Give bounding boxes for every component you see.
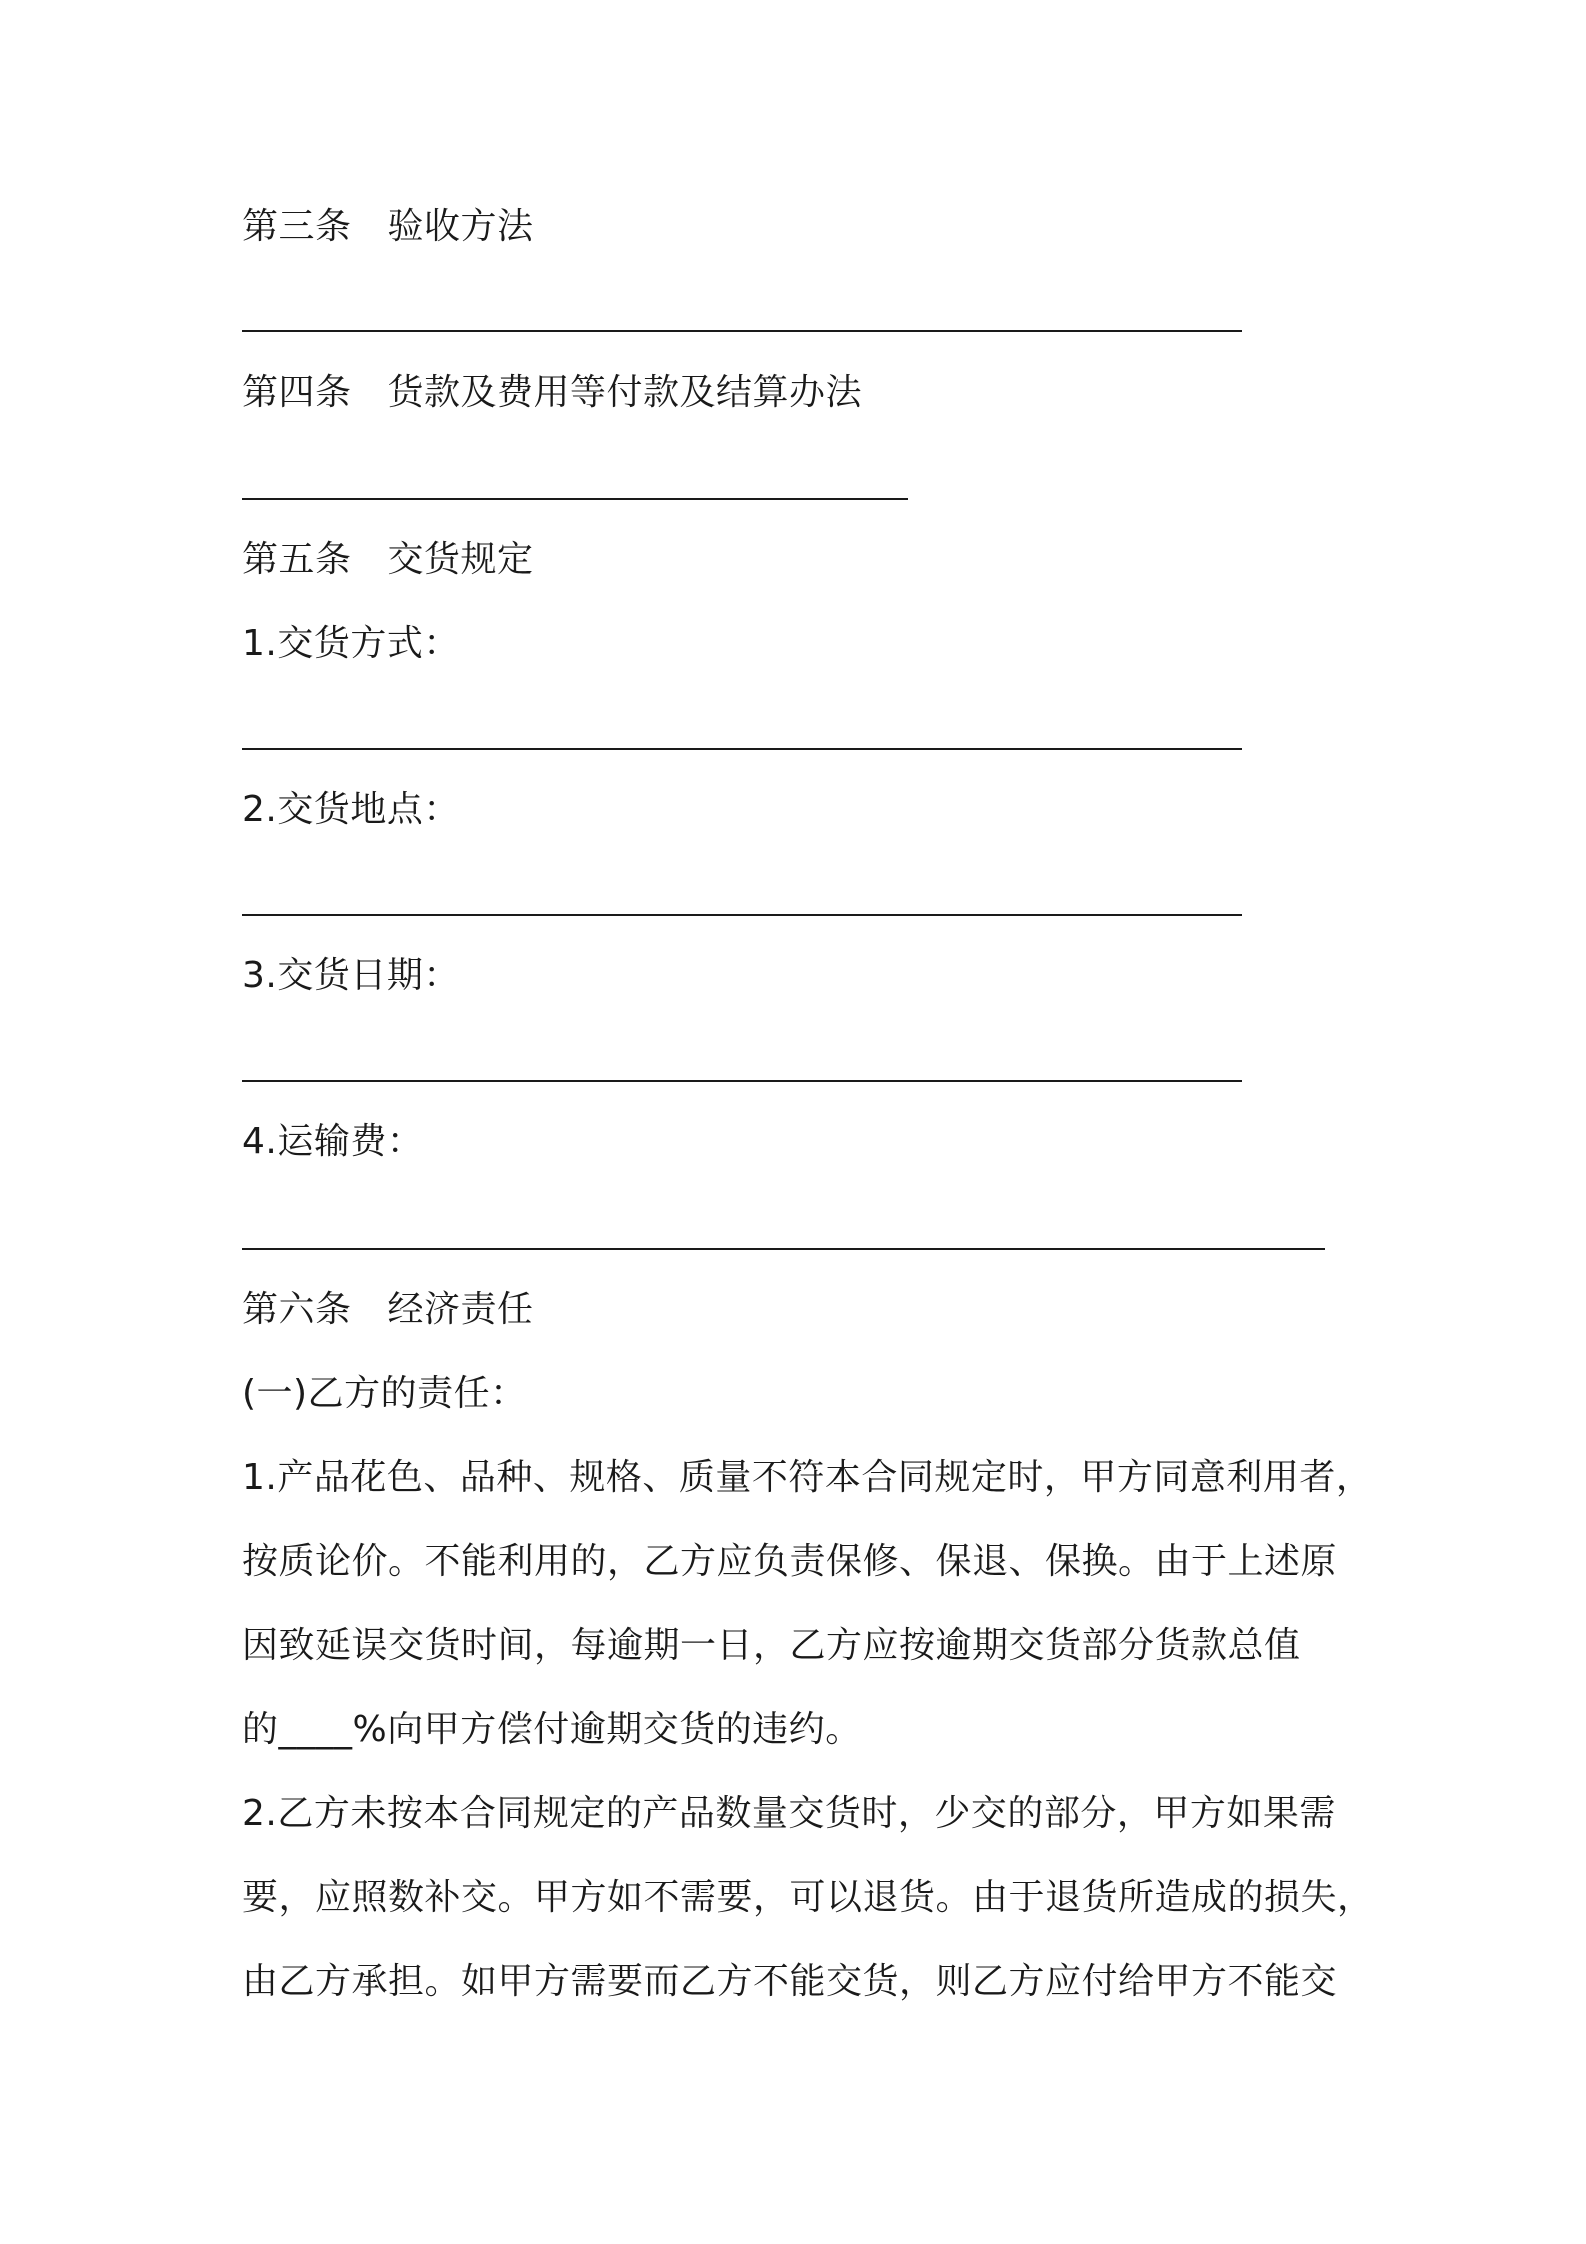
clause-title: 货款及费用等付款及结算办法	[387, 372, 863, 413]
clause-number: 第五条	[242, 539, 352, 580]
delivery-date-fill-line	[242, 1080, 1242, 1082]
clause-number: 第六条	[242, 1289, 352, 1330]
paragraph-line: 要，应照数补交。甲方如不需要，可以退货。由于退货所造成的损失，	[242, 1877, 1374, 1918]
clause-title: 交货规定	[387, 539, 534, 580]
paragraph-line: 2.乙方未按本合同规定的产品数量交货时，少交的部分，甲方如果需	[242, 1793, 1336, 1834]
clause-3-fill-line	[242, 330, 1242, 332]
paragraph-line: 因致延误交货时间，每逾期一日，乙方应按逾期交货部分货款总值	[242, 1625, 1301, 1666]
clause-4-heading	[242, 369, 862, 417]
party-b-responsibility-heading: (一)乙方的责任：	[242, 1373, 527, 1414]
paragraph-line: 的____%向甲方偿付逾期交货的违约。	[242, 1709, 862, 1750]
paragraph-line: 由乙方承担。如甲方需要而乙方不能交货，则乙方应付给甲方不能交	[242, 1961, 1338, 2002]
delivery-place-label: 2.交货地点：	[242, 789, 460, 830]
clause-number: 第四条	[242, 372, 352, 413]
delivery-method-fill-line	[242, 748, 1242, 750]
freight-label: 4.运输费：	[242, 1121, 424, 1162]
delivery-place-fill-line	[242, 914, 1242, 916]
clause-5-heading	[242, 536, 534, 584]
clause-6-heading	[242, 1286, 534, 1334]
freight-fill-line	[242, 1248, 1325, 1250]
delivery-method-label: 1.交货方式：	[242, 623, 460, 664]
clause-title: 验收方法	[387, 206, 534, 247]
delivery-date-label: 3.交货日期：	[242, 955, 460, 996]
paragraph-line: 1.产品花色、品种、规格、质量不符本合同规定时，甲方同意利用者，	[242, 1457, 1373, 1498]
clause-3-heading	[242, 203, 534, 251]
clause-4-fill-line	[242, 498, 908, 500]
clause-number: 第三条	[242, 206, 352, 247]
clause-title: 经济责任	[387, 1289, 534, 1330]
paragraph-line: 按质论价。不能利用的，乙方应负责保修、保退、保换。由于上述原	[242, 1541, 1338, 1582]
